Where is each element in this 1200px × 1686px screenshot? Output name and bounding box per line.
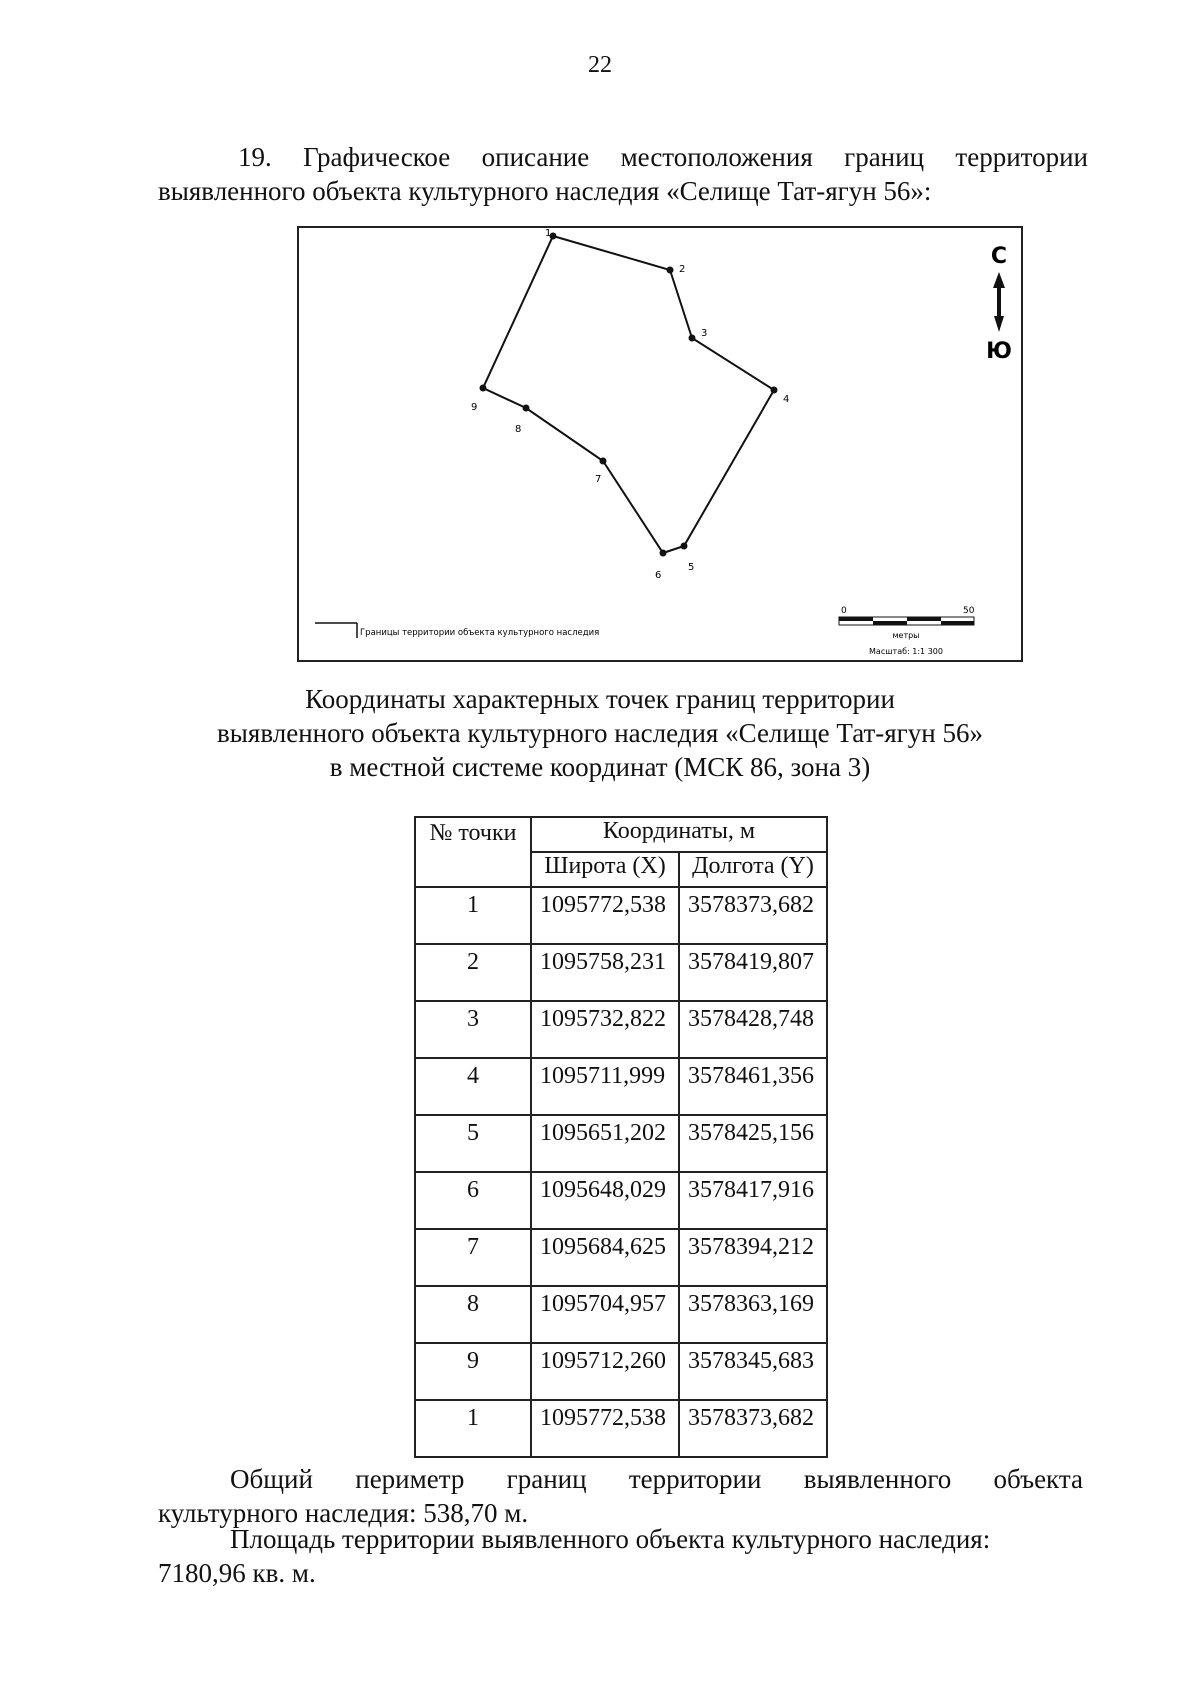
legend-text: Границы территории объекта культурного наследия	[360, 628, 600, 638]
latitude-cell: 1095648,029	[531, 1172, 679, 1229]
vertex-label: 8	[515, 424, 522, 435]
boundary-vertex	[480, 385, 487, 392]
latitude-cell: 1095651,202	[531, 1115, 679, 1172]
boundary-vertex	[523, 405, 530, 412]
heading-number: 19.	[238, 142, 272, 172]
area-paragraph	[158, 1522, 1083, 1590]
area-line-2: 7180,96 кв. м.	[158, 1558, 316, 1588]
caption-line-1: Координаты характерных точек границ территории	[305, 684, 895, 714]
header-latitude: Широта (X)	[531, 852, 679, 887]
map-drawing	[299, 228, 1021, 660]
heading-word: описание	[481, 142, 590, 172]
heading-line-1	[158, 140, 1088, 174]
longitude-cell: 3578363,169	[679, 1286, 827, 1343]
point-number-cell: 9	[415, 1343, 531, 1400]
longitude-cell: 3578373,682	[679, 1400, 827, 1457]
perimeter-paragraph	[158, 1462, 1083, 1530]
longitude-cell: 3578417,916	[679, 1172, 827, 1229]
perimeter-word: Общий	[230, 1464, 313, 1494]
heading-word: Графическое	[303, 142, 451, 172]
table-row	[415, 1400, 827, 1457]
vertex-label: 1	[545, 228, 552, 239]
perimeter-word: территории	[628, 1464, 762, 1494]
table-row	[415, 887, 827, 944]
north-label: С	[990, 244, 1008, 269]
coordinates-table	[414, 816, 828, 1458]
point-number-cell: 4	[415, 1058, 531, 1115]
point-number-cell: 8	[415, 1286, 531, 1343]
point-number-cell: 2	[415, 944, 531, 1001]
vertex-label: 5	[688, 562, 695, 573]
table-row	[415, 1172, 827, 1229]
header-point-number: № точки	[415, 817, 531, 887]
coordinates-table-body	[415, 887, 827, 1457]
longitude-cell: 3578419,807	[679, 944, 827, 1001]
area-line-1: Площадь территории выявленного объекта культурного наследия:	[230, 1524, 991, 1554]
vertex-label: 2	[679, 264, 686, 275]
latitude-cell: 1095772,538	[531, 887, 679, 944]
latitude-cell: 1095758,231	[531, 944, 679, 1001]
section-heading	[158, 140, 1088, 208]
perimeter-word: выявленного	[803, 1464, 952, 1494]
header-longitude: Долгота (Y)	[679, 852, 827, 887]
boundary-vertex	[667, 267, 674, 274]
table-row	[415, 1001, 827, 1058]
scale-end: 50	[963, 606, 975, 616]
point-number-cell: 6	[415, 1172, 531, 1229]
north-arrow-icon	[986, 244, 1012, 364]
table-row	[415, 1058, 827, 1115]
perimeter-word: периметр	[355, 1464, 465, 1494]
table-row	[415, 1115, 827, 1172]
boundary-vertex	[689, 335, 696, 342]
boundary-polygon	[483, 236, 774, 553]
table-caption	[0, 682, 1200, 784]
heading-word: границ	[844, 142, 925, 172]
point-number-cell: 7	[415, 1229, 531, 1286]
latitude-cell: 1095711,999	[531, 1058, 679, 1115]
perimeter-line-2: культурного наследия: 538,70 м.	[158, 1498, 529, 1528]
perimeter-word: объекта	[993, 1464, 1083, 1494]
point-number-cell: 1	[415, 1400, 531, 1457]
table-row	[415, 944, 827, 1001]
latitude-cell: 1095704,957	[531, 1286, 679, 1343]
heading-word: территории	[955, 142, 1088, 172]
scale-start: 0	[841, 606, 847, 616]
boundary-vertex	[600, 458, 607, 465]
caption-line-2: выявленного объекта культурного наследия «Селище Тат-ягун 56»	[217, 718, 983, 748]
map-legend	[315, 623, 599, 638]
scale-unit: метры	[892, 631, 920, 640]
point-number-cell: 3	[415, 1001, 531, 1058]
perimeter-line-1	[158, 1462, 1083, 1496]
latitude-cell: 1095684,625	[531, 1229, 679, 1286]
south-label: Ю	[986, 339, 1012, 364]
vertex-label: 6	[655, 570, 662, 581]
longitude-cell: 3578461,356	[679, 1058, 827, 1115]
longitude-cell: 3578428,748	[679, 1001, 827, 1058]
boundary-map	[297, 226, 1023, 662]
page-number: 22	[588, 52, 612, 78]
table-row	[415, 1343, 827, 1400]
heading-line-2: выявленного объекта культурного наследия «Селище Тат-ягун 56»:	[158, 176, 932, 206]
vertex-label: 3	[701, 328, 708, 339]
vertex-label: 7	[595, 474, 602, 485]
boundary-vertex	[660, 550, 667, 557]
table-row	[415, 1286, 827, 1343]
heading-word: местоположения	[620, 142, 813, 172]
longitude-cell: 3578425,156	[679, 1115, 827, 1172]
vertex-label: 4	[783, 394, 790, 405]
scale-bar	[839, 606, 975, 656]
vertex-label: 9	[471, 402, 478, 413]
caption-line-3: в местной системе координат (МСК 86, зона 3)	[329, 752, 871, 782]
point-number-cell: 5	[415, 1115, 531, 1172]
boundary-vertex	[771, 387, 778, 394]
header-coordinates: Координаты, м	[531, 817, 827, 852]
longitude-cell: 3578394,212	[679, 1229, 827, 1286]
scale-text: Масштаб: 1:1 300	[869, 647, 943, 656]
boundary-vertex	[681, 543, 688, 550]
longitude-cell: 3578373,682	[679, 887, 827, 944]
latitude-cell: 1095772,538	[531, 1400, 679, 1457]
point-number-cell: 1	[415, 887, 531, 944]
latitude-cell: 1095732,822	[531, 1001, 679, 1058]
table-row	[415, 1229, 827, 1286]
latitude-cell: 1095712,260	[531, 1343, 679, 1400]
perimeter-word: границ	[506, 1464, 587, 1494]
longitude-cell: 3578345,683	[679, 1343, 827, 1400]
